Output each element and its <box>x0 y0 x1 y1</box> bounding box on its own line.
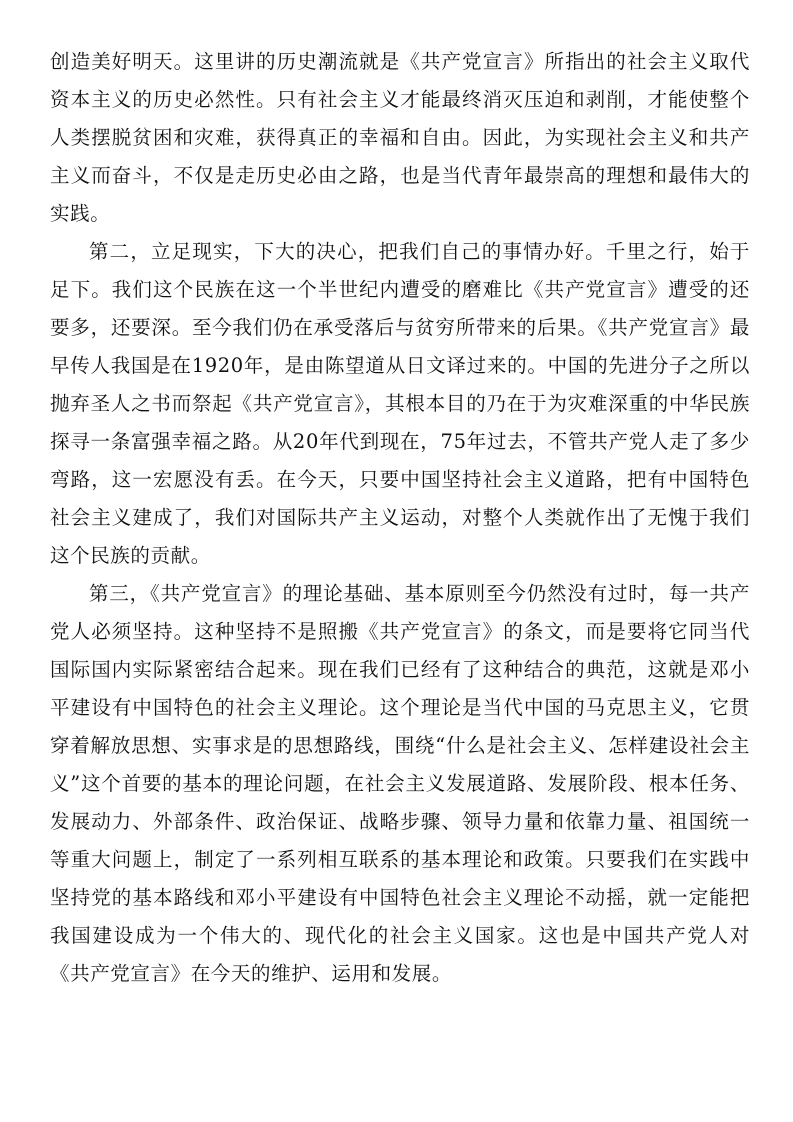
paragraph-3: 第三，《共产党宣言》的理论基础、基本原则至今仍然没有过时，每一共产党人必须坚持。这种坚持不是照搬《共产党宣言》的条文，而是要将它同当代国际国内实际紧密结合起来。现在我们已经有了这种结合的典范，这就是邓小平建设有中国特色的社会主义理论。这个理论是当代中国的马克思主义，它贯穿着解放思想、实事求是的思想路线，围绕“什么是社会主义、怎样建设社会主义”这个首要的基本的理论问题，在社会主义发展道路、发展阶段、根本任务、发展动力、外部条件、政治保证、战略步骤、领导力量和依靠力量、祖国统一等重大问题上，制定了一系列相互联系的基本理论和政策。只要我们在实践中坚持党的基本路线和邓小平建设有中国特色社会主义理论不动摇，就一定能把我国建设成为一个伟大的、现代化的社会主义国家。这也是中国共产党人对《共产党宣言》在今天的维护、运用和发展。 <box>50 582 750 985</box>
paragraph-1: 创造美好明天。这里讲的历史潮流就是《共产党宣言》所指出的社会主义取代资本主义的历史必然性。只有社会主义才能最终消灭压迫和剥削，才能使整个人类摆脱贫困和灾难，获得真正的幸福和自由。因此，为实现社会主义和共产主义而奋斗，不仅是走历史必由之路，也是当代青年最崇高的理想和最伟大的实践。 <box>50 50 750 225</box>
paragraph-2: 第二，立足现实，下大的决心，把我们自己的事情办好。千里之行，始于足下。我们这个民族在这一个半世纪内遭受的磨难比《共产党宣言》遭受的还要多，还要深。至今我们仍在承受落后与贫穷所带来的后果。《共产党宣言》最早传人我国是在1920年，是由陈望道从日文译过来的。中国的先进分子之所以抛弃圣人之书而祭起《共产党宣言》，其根本目的乃在于为灾难深重的中华民族探寻一条富强幸福之路。从20年代到现在，75年过去，不管共产党人走了多少弯路，这一宏愿没有丢。在今天，只要中国坚持社会主义道路，把有中国特色社会主义建成了，我们对国际共产主义运动，对整个人类就作出了无愧于我们这个民族的贡献。 <box>50 240 750 567</box>
body-text <box>50 43 750 993</box>
